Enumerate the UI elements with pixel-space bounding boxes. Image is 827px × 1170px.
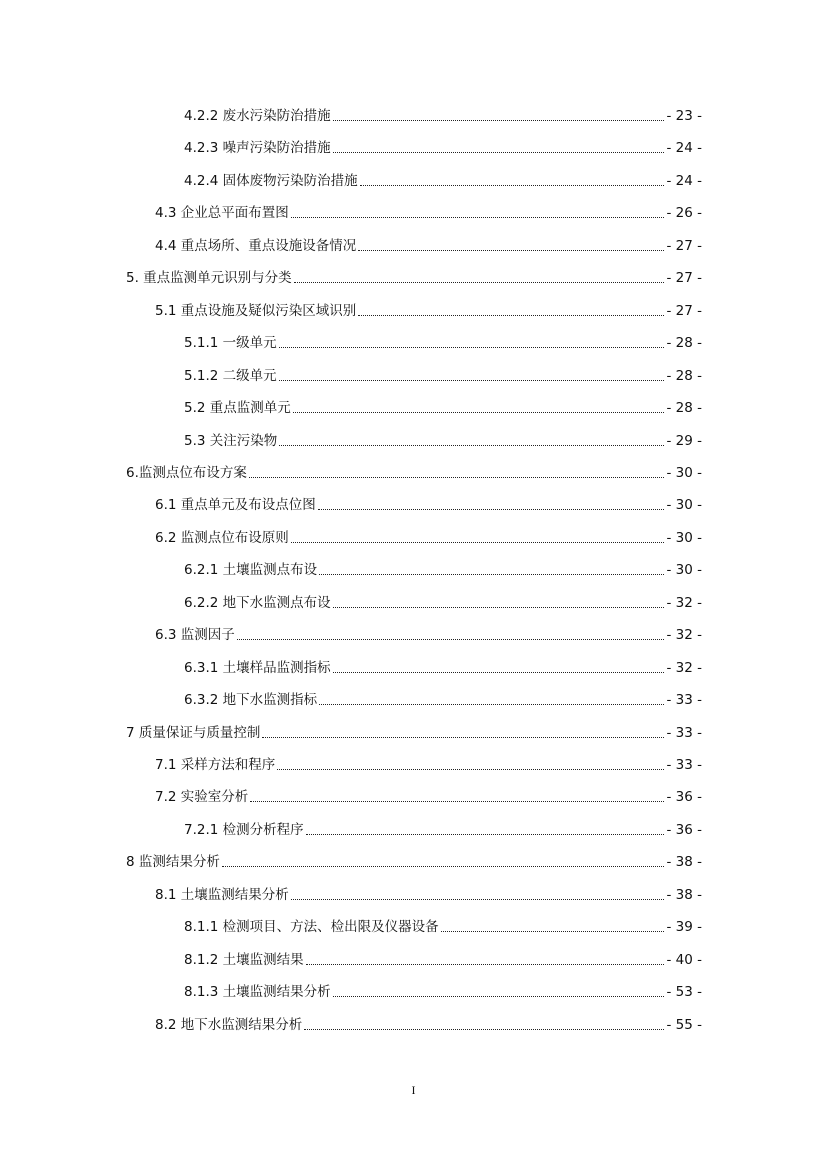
toc-entry[interactable] <box>155 495 702 515</box>
toc-dot-leader <box>237 638 665 640</box>
toc-entry-title: 6.2.2 地下水监测点布设 <box>184 594 331 611</box>
toc-entry-page: - 39 - <box>666 919 702 936</box>
toc-entry[interactable] <box>155 885 702 905</box>
toc-dot-leader <box>441 930 665 932</box>
toc-entry-page: - 30 - <box>666 562 702 579</box>
toc-entry-page: - 32 - <box>666 594 702 611</box>
toc-dot-leader <box>319 703 664 705</box>
toc-dot-leader <box>293 411 665 413</box>
toc-entry[interactable] <box>184 171 702 191</box>
toc-dot-leader <box>291 898 665 900</box>
toc-entry[interactable] <box>155 755 702 775</box>
toc-entry[interactable] <box>126 463 702 483</box>
toc-entry[interactable] <box>184 690 702 710</box>
toc-entry-page: - 28 - <box>666 367 702 384</box>
toc-entry-title: 4.2.2 废水污染防治措施 <box>184 108 331 124</box>
toc-dot-leader <box>222 865 665 867</box>
toc-entry-page: - 27 - <box>666 237 702 254</box>
toc-dot-leader <box>360 184 665 186</box>
toc-entry-page: - 40 - <box>666 951 702 968</box>
page-number: I <box>411 1083 416 1097</box>
toc-dot-leader <box>358 249 664 251</box>
toc-entry-title: 6.监测点位布设方案 <box>126 464 247 481</box>
toc-dot-leader <box>291 541 665 543</box>
toc-entry[interactable] <box>184 333 702 353</box>
toc-entry[interactable] <box>184 982 702 1002</box>
toc-entry-title: 4.2.4 固体废物污染防治措施 <box>184 172 358 189</box>
toc-entry-page: - 32 - <box>666 659 702 676</box>
toc-entry-page: - 23 - <box>666 108 702 124</box>
toc-entry-page: - 53 - <box>666 984 702 1001</box>
toc-dot-leader <box>306 963 665 965</box>
toc-entry[interactable] <box>155 203 702 223</box>
toc-entry-title: 4.4 重点场所、重点设施设备情况 <box>155 237 357 254</box>
toc-dot-leader <box>333 671 665 673</box>
toc-dot-leader <box>304 1028 664 1030</box>
toc-dot-leader <box>319 573 664 575</box>
toc-entry[interactable] <box>184 950 702 970</box>
toc-entry-title: 8.1.3 土壤监测结果分析 <box>184 984 331 1001</box>
toc-dot-leader <box>291 216 665 218</box>
toc-entry-page: - 28 - <box>666 400 702 417</box>
toc-entry-page: - 38 - <box>666 854 702 871</box>
toc-dot-leader <box>333 119 665 121</box>
toc-dot-leader <box>333 151 665 153</box>
toc-entry[interactable] <box>155 625 702 645</box>
toc-entry-title: 5.3 关注污染物 <box>184 432 278 449</box>
toc-dot-leader <box>279 379 665 381</box>
toc-entry-page: - 55 - <box>666 1016 702 1033</box>
toc-entry-title: 7 质量保证与质量控制 <box>126 724 261 741</box>
toc-entry[interactable] <box>155 528 702 548</box>
toc-entry-page: - 27 - <box>666 270 702 287</box>
toc-entry-page: - 28 - <box>666 335 702 352</box>
toc-dot-leader <box>277 768 664 770</box>
toc-entry-page: - 30 - <box>666 529 702 546</box>
toc-entry[interactable] <box>126 723 702 743</box>
toc-entry-title: 5. 重点监测单元识别与分类 <box>126 270 292 287</box>
toc-entry-title: 7.1 采样方法和程序 <box>155 757 276 773</box>
toc-entry-title: 4.2.3 噪声污染防治措施 <box>184 140 331 157</box>
toc-dot-leader <box>333 995 665 997</box>
toc-entry-title: 4.3 企业总平面布置图 <box>155 205 289 222</box>
toc-entry-title: 6.3.2 地下水监测指标 <box>184 692 318 709</box>
toc-entry[interactable] <box>184 917 702 937</box>
toc-entry-page: - 29 - <box>666 432 702 449</box>
toc-entry-title: 6.1 重点单元及布设点位图 <box>155 497 316 514</box>
toc-entry-title: 8 监测结果分析 <box>126 854 220 871</box>
toc-entry[interactable] <box>184 138 702 158</box>
toc-entry[interactable] <box>184 593 702 613</box>
toc-entry-title: 5.1.2 二级单元 <box>184 367 277 384</box>
toc-entry-page: - 36 - <box>666 821 702 838</box>
toc-entry[interactable] <box>184 106 702 126</box>
toc-entry[interactable] <box>155 236 702 256</box>
toc-entry[interactable] <box>155 301 702 321</box>
toc-entry-title: 8.2 地下水监测结果分析 <box>155 1016 303 1033</box>
toc-entry[interactable] <box>184 398 702 418</box>
toc-entry[interactable] <box>184 366 702 386</box>
toc-entry-page: - 24 - <box>666 172 702 189</box>
toc-dot-leader <box>333 606 665 608</box>
toc-entry-page: - 30 - <box>666 464 702 481</box>
toc-entry-page: - 33 - <box>666 757 702 773</box>
toc-entry-title: 5.2 重点监测单元 <box>184 400 291 417</box>
toc-entry-page: - 32 - <box>666 627 702 644</box>
toc-dot-leader <box>279 444 664 446</box>
toc-entry-title: 8.1.2 土壤监测结果 <box>184 951 304 968</box>
toc-entry-title: 5.1.1 一级单元 <box>184 335 277 352</box>
toc-entry-page: - 30 - <box>666 497 702 514</box>
toc-entry-page: - 36 - <box>666 789 702 806</box>
toc-entry[interactable] <box>126 268 702 288</box>
toc-entry-title: 6.2.1 土壤监测点布设 <box>184 562 318 579</box>
toc-entry-page: - 27 - <box>666 302 702 319</box>
toc-dot-leader <box>318 508 665 510</box>
toc-entry-title: 8.1 土壤监测结果分析 <box>155 886 289 903</box>
toc-dot-leader <box>249 476 665 478</box>
toc-entry-title: 5.1 重点设施及疑似污染区域识别 <box>155 302 357 319</box>
toc-entry-title: 7.2.1 检测分析程序 <box>184 821 304 838</box>
toc-entry-page: - 24 - <box>666 140 702 157</box>
toc-entry[interactable] <box>184 431 702 451</box>
toc-entry[interactable] <box>184 560 702 580</box>
toc-entry-page: - 33 - <box>666 692 702 709</box>
toc-entry-title: 8.1.1 检测项目、方法、检出限及仪器设备 <box>184 919 439 936</box>
toc-dot-leader <box>294 281 665 283</box>
toc-entry-page: - 33 - <box>666 724 702 741</box>
toc-entry-page: - 38 - <box>666 886 702 903</box>
toc-dot-leader <box>306 833 665 835</box>
toc-entry[interactable] <box>126 852 702 872</box>
toc-entry-title: 6.2 监测点位布设原则 <box>155 529 289 546</box>
toc-entry-page: - 26 - <box>666 205 702 222</box>
toc-entry[interactable] <box>155 1015 702 1035</box>
toc-entry[interactable] <box>184 820 702 840</box>
toc-entry[interactable] <box>155 787 702 807</box>
toc-entry[interactable] <box>184 658 702 678</box>
toc-entry-title: 7.2 实验室分析 <box>155 789 249 806</box>
toc-dot-leader <box>250 800 664 802</box>
toc-dot-leader <box>262 736 664 738</box>
toc-dot-leader <box>279 346 665 348</box>
toc-dot-leader <box>358 314 664 316</box>
toc-entry-title: 6.3 监测因子 <box>155 627 235 644</box>
toc-entry-title: 6.3.1 土壤样品监测指标 <box>184 659 331 676</box>
